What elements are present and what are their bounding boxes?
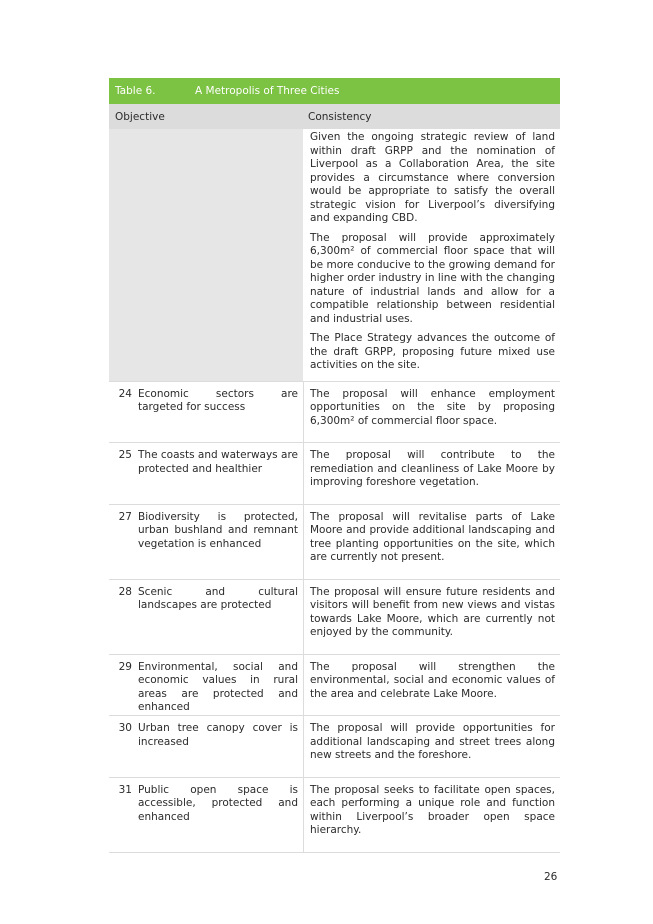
row-consistency: The proposal will enhance employment opportunities on the site by proposing 6,300m² of commercial floor space. [310,387,555,427]
row-consistency: The proposal will contribute to the remediation and cleanliness of Lake Moore by improving foreshore vegetation. [310,449,555,488]
table-row [109,716,560,778]
row-consistency: The proposal will provide opportunities for additional landscaping and street trees along new streets and the foreshore. [310,722,555,761]
table-row [109,443,560,505]
table-row [109,778,560,853]
consistency-paragraph: The proposal will provide approximately 6,300m² of commercial floor space that will be more conducive to the growing demand for higher order industry in line with the changing nature of industrial lands and allow for a compatible relationship between residential and industrial uses. [310,231,555,325]
page-number: 26 [544,871,558,883]
row-objective: Scenic and cultural landscapes are protected [138,580,304,654]
row-number: 25 [118,449,132,461]
table-row [109,382,560,444]
table-row [109,655,560,717]
row-number: 24 [118,387,132,400]
row-number: 27 [118,510,132,523]
row-number: 29 [118,660,132,673]
row-consistency [304,129,560,381]
row-objective [138,129,304,381]
header-consistency: Consistency [308,110,372,123]
row-consistency: The proposal will revitalise parts of Lake Moore and provide additional landscaping and tree planting opportunities on the site, which are currently not present. [310,510,555,563]
table-row [109,580,560,655]
row-objective: Public open space is accessible, protected and enhanced [138,778,304,852]
row-number: 31 [118,783,132,796]
header-objective: Objective [115,110,165,123]
row-objective: Environmental, social and economic values in rural areas are protected and enhanced [138,655,304,716]
row-number: 28 [118,585,132,598]
row-consistency: The proposal will ensure future residents and visitors will benefit from new views and vistas towards Lake Moore, which are currently not enjoyed by the community. [310,585,555,638]
table-number: Table 6. [115,85,156,97]
consistency-paragraph: The Place Strategy advances the outcome of the draft GRPP, proposing future mixed use activities on the site. [310,332,555,371]
row-objective: Urban tree canopy cover is increased [138,716,304,777]
table-title: A Metropolis of Three Cities [195,85,340,97]
table-row-continuation [109,129,560,382]
row-objective: Biodiversity is protected, urban bushland and remnant vegetation is enhanced [138,505,304,579]
consistency-table [109,78,560,853]
row-consistency: The proposal seeks to facilitate open spaces, each performing a unique role and function within Liverpool’s broader open space hierarchy. [310,783,555,836]
row-objective: The coasts and waterways are protected and healthier [138,443,304,504]
row-number [109,129,138,381]
table-title-bar [109,78,560,104]
row-objective: Economic sectors are targeted for success [138,382,304,443]
consistency-paragraph: Given the ongoing strategic review of land within draft GRPP and the nomination of Liverpool as a Collaboration Area, the site provides a circumstance where conversion would be appropriate to satisfy the overall strategic vision for Liverpool’s diversifying and expanding CBD. [310,131,555,224]
table-row [109,505,560,580]
row-consistency: The proposal will strengthen the environmental, social and economic values of the area and celebrate Lake Moore. [310,660,555,700]
table-header-row [109,104,560,129]
row-number: 30 [118,722,132,734]
